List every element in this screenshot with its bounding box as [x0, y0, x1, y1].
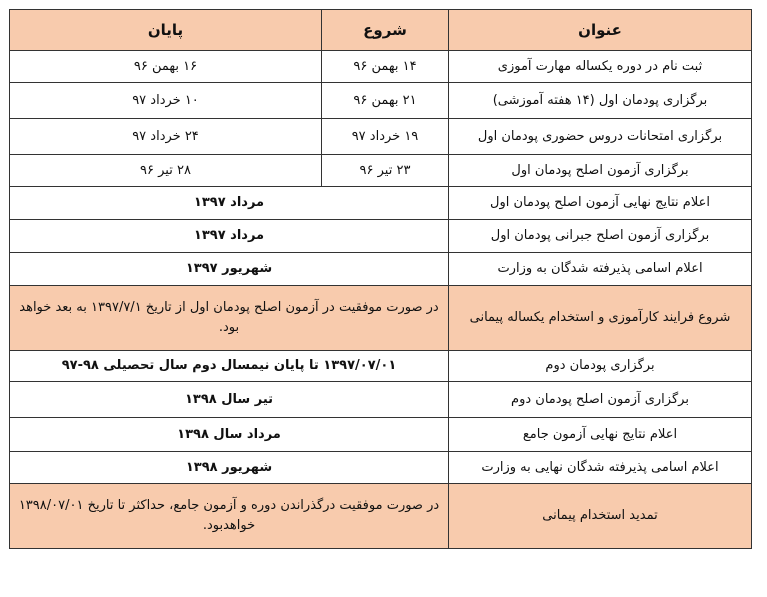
table-row	[10, 351, 752, 382]
row-date: ۱۳۹۷/۰۷/۰۱ تا پایان نیمسال دوم سال تحصیلی ۹۸-۹۷	[10, 351, 449, 382]
table-row	[10, 119, 752, 155]
row-date: مرداد سال ۱۳۹۸	[10, 418, 449, 452]
row-date: تیر سال ۱۳۹۸	[10, 382, 449, 418]
table-row	[10, 418, 752, 452]
row-start: ۱۹ خرداد ۹۷	[322, 119, 449, 155]
row-start: ۱۴ بهمن ۹۶	[322, 51, 449, 83]
header-title: عنوان	[449, 10, 752, 51]
table-row	[10, 155, 752, 187]
table-row	[10, 452, 752, 484]
row-date: در صورت موفقیت در آزمون اصلح پودمان اول از تاریخ ۱۳۹۷/۷/۱ به بعد خواهد بود.	[10, 286, 449, 351]
row-end: ۱۰ خرداد ۹۷	[10, 83, 322, 119]
row-title: برگزاری پودمان اول (۱۴ هفته آموزشی)	[449, 83, 752, 119]
table-row	[10, 484, 752, 549]
row-title: شروع فرایند کارآموزی و استخدام یکساله پیمانی	[449, 286, 752, 351]
table-row	[10, 382, 752, 418]
table-row	[10, 253, 752, 286]
row-date: مرداد ۱۳۹۷	[10, 220, 449, 253]
table-row	[10, 187, 752, 220]
row-title: اعلام اسامی پذیرفته شدگان نهایی به وزارت	[449, 452, 752, 484]
header-start: شروع	[322, 10, 449, 51]
row-title: برگزاری امتحانات دروس حضوری پودمان اول	[449, 119, 752, 155]
row-end: ۱۶ بهمن ۹۶	[10, 51, 322, 83]
row-title: اعلام نتایج نهایی آزمون جامع	[449, 418, 752, 452]
row-title: اعلام اسامی پذیرفته شدگان به وزارت	[449, 253, 752, 286]
row-date: در صورت موفقیت درگذراندن دوره و آزمون جامع، حداکثر تا تاریخ ۱۳۹۸/۰۷/۰۱ خواهدبود.	[10, 484, 449, 549]
table-row	[10, 286, 752, 351]
table-row	[10, 220, 752, 253]
header-end: پایان	[10, 10, 322, 51]
row-title: برگزاری آزمون اصلح پودمان اول	[449, 155, 752, 187]
row-title: برگزاری آزمون اصلح پودمان دوم	[449, 382, 752, 418]
row-start: ۲۳ تیر ۹۶	[322, 155, 449, 187]
table-row	[10, 51, 752, 83]
row-date: شهریور ۱۳۹۸	[10, 452, 449, 484]
schedule-table	[9, 9, 752, 549]
table-header-row	[10, 10, 752, 51]
row-title: برگزاری آزمون اصلح جبرانی پودمان اول	[449, 220, 752, 253]
row-end: ۲۸ تیر ۹۶	[10, 155, 322, 187]
table-row	[10, 83, 752, 119]
row-start: ۲۱ بهمن ۹۶	[322, 83, 449, 119]
row-date: مرداد ۱۳۹۷	[10, 187, 449, 220]
row-title: اعلام نتایج نهایی آزمون اصلح پودمان اول	[449, 187, 752, 220]
row-end: ۲۴ خرداد ۹۷	[10, 119, 322, 155]
row-title: تمدید استخدام پیمانی	[449, 484, 752, 549]
row-date: شهریور ۱۳۹۷	[10, 253, 449, 286]
row-title: برگزاری پودمان دوم	[449, 351, 752, 382]
row-title: ثبت نام در دوره یکساله مهارت آموزی	[449, 51, 752, 83]
